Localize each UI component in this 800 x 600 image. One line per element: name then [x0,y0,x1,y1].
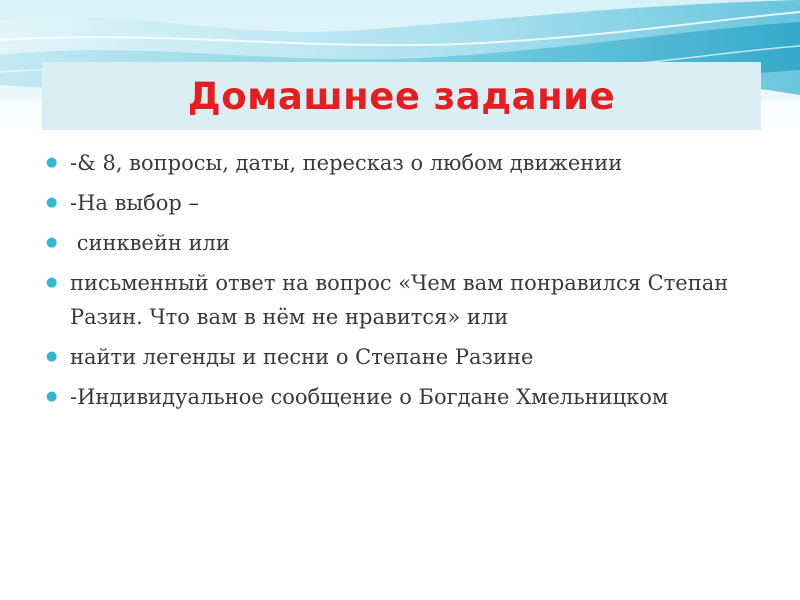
list-item-text: -Индивидуальное сообщение о Богдане Хмельницком [70,385,669,409]
bullet-icon: ● [46,235,58,250]
list-item [46,186,756,220]
title-band [42,62,761,130]
list-item-text: письменный ответ на вопрос «Чем вам понравился Степан Разин. Что вам в нём не нравится» или [70,271,735,329]
list-item [46,266,756,334]
list-item [46,340,756,374]
list-item-text: -На выбор – [70,191,200,215]
list-item-text: найти легенды и песни о Степане Разине [70,345,534,369]
bullet-icon: ● [46,349,58,364]
bullet-icon: ● [46,389,58,404]
list-item [46,226,756,260]
slide-title: Домашнее задание [187,74,616,118]
bullet-icon: ● [46,155,58,170]
bullet-icon: ● [46,275,58,290]
content-area [46,146,756,420]
list-item-text: синквейн или [70,231,230,255]
bullet-list [46,146,756,414]
list-item [46,146,756,180]
list-item [46,380,756,414]
bullet-icon: ● [46,195,58,210]
list-item-text: -& 8, вопросы, даты, пересказ о любом движении [70,151,623,175]
